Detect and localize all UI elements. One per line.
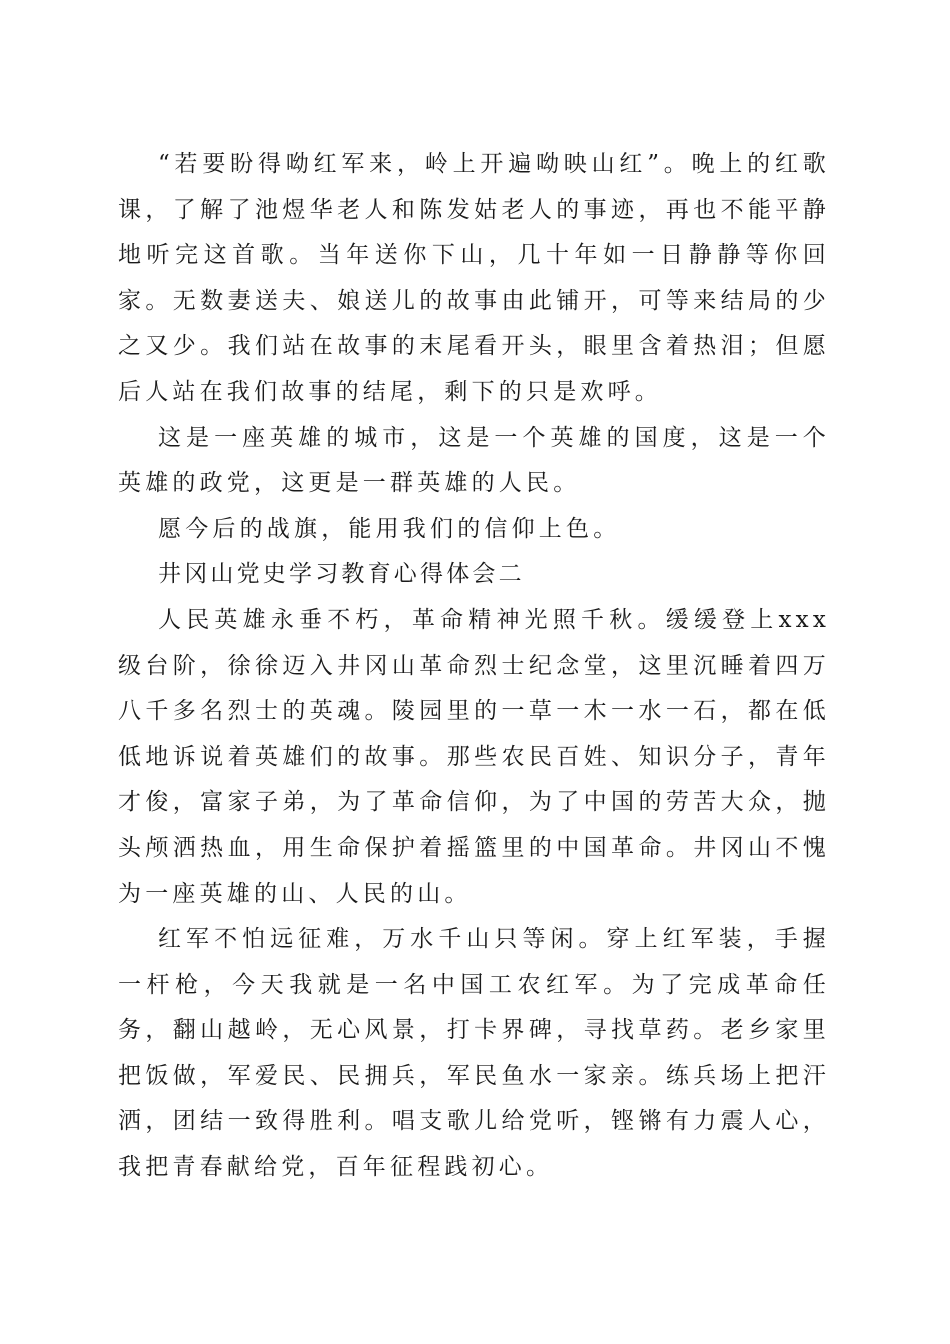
document-body (118, 142, 830, 1191)
paragraph-red-army: 红军不怕远征难，万水千山只等闲。穿上红军装，手握一杆枪，今天我就是一名中国工农红军。为了完成革命任务，翻山越岭，无心风景，打卡界碑，寻找草药。老乡家里把饭做，军爱民、民拥兵，军民鱼水一家亲。练兵场上把汗洒，团结一致得胜利。唱支歌儿给党听，铿锵有力震人心，我把青春献给党，百年征程践初心。 (118, 926, 830, 1181)
paragraph-battle-flag: 愿今后的战旗，能用我们的信仰上色。 (158, 515, 621, 542)
paragraph-martyrs-memorial: 人民英雄永垂不朽，革命精神光照千秋。缓缓登上xxx级台阶，徐徐迈入井冈山革命烈士纪念堂，这里沉睡着四万八千多名烈士的英魂。陵园里的一草一木一水一石，都在低低地诉说着英雄们的故事。那些农民百姓、知识分子，青年才俊，富家子弟，为了革命信仰，为了中国的劳苦大众，抛头颅洒热血，用生命保护着摇篮里的中国革命。井冈山不愧为一座英雄的山、人民的山。 (118, 606, 830, 907)
paragraph-red-song: “若要盼得呦红军来，岭上开遍呦映山红”。晚上的红歌课，了解了池煜华老人和陈发姑老人的事迹，再也不能平静地听完这首歌。当年送你下山，几十年如一日静静等你回家。无数妻送夫、娘送儿的故事由此铺开，可等来结局的少之又少。我们站在故事的末尾看开头，眼里含着热泪；但愿后人站在我们故事的结尾，剩下的只是欢呼。 (118, 151, 830, 405)
paragraph-hero-city: 这是一座英雄的城市，这是一个英雄的国度，这是一个英雄的政党，这更是一群英雄的人民。 (118, 424, 830, 497)
section-heading: 井冈山党史学习教育心得体会二 (158, 561, 525, 588)
